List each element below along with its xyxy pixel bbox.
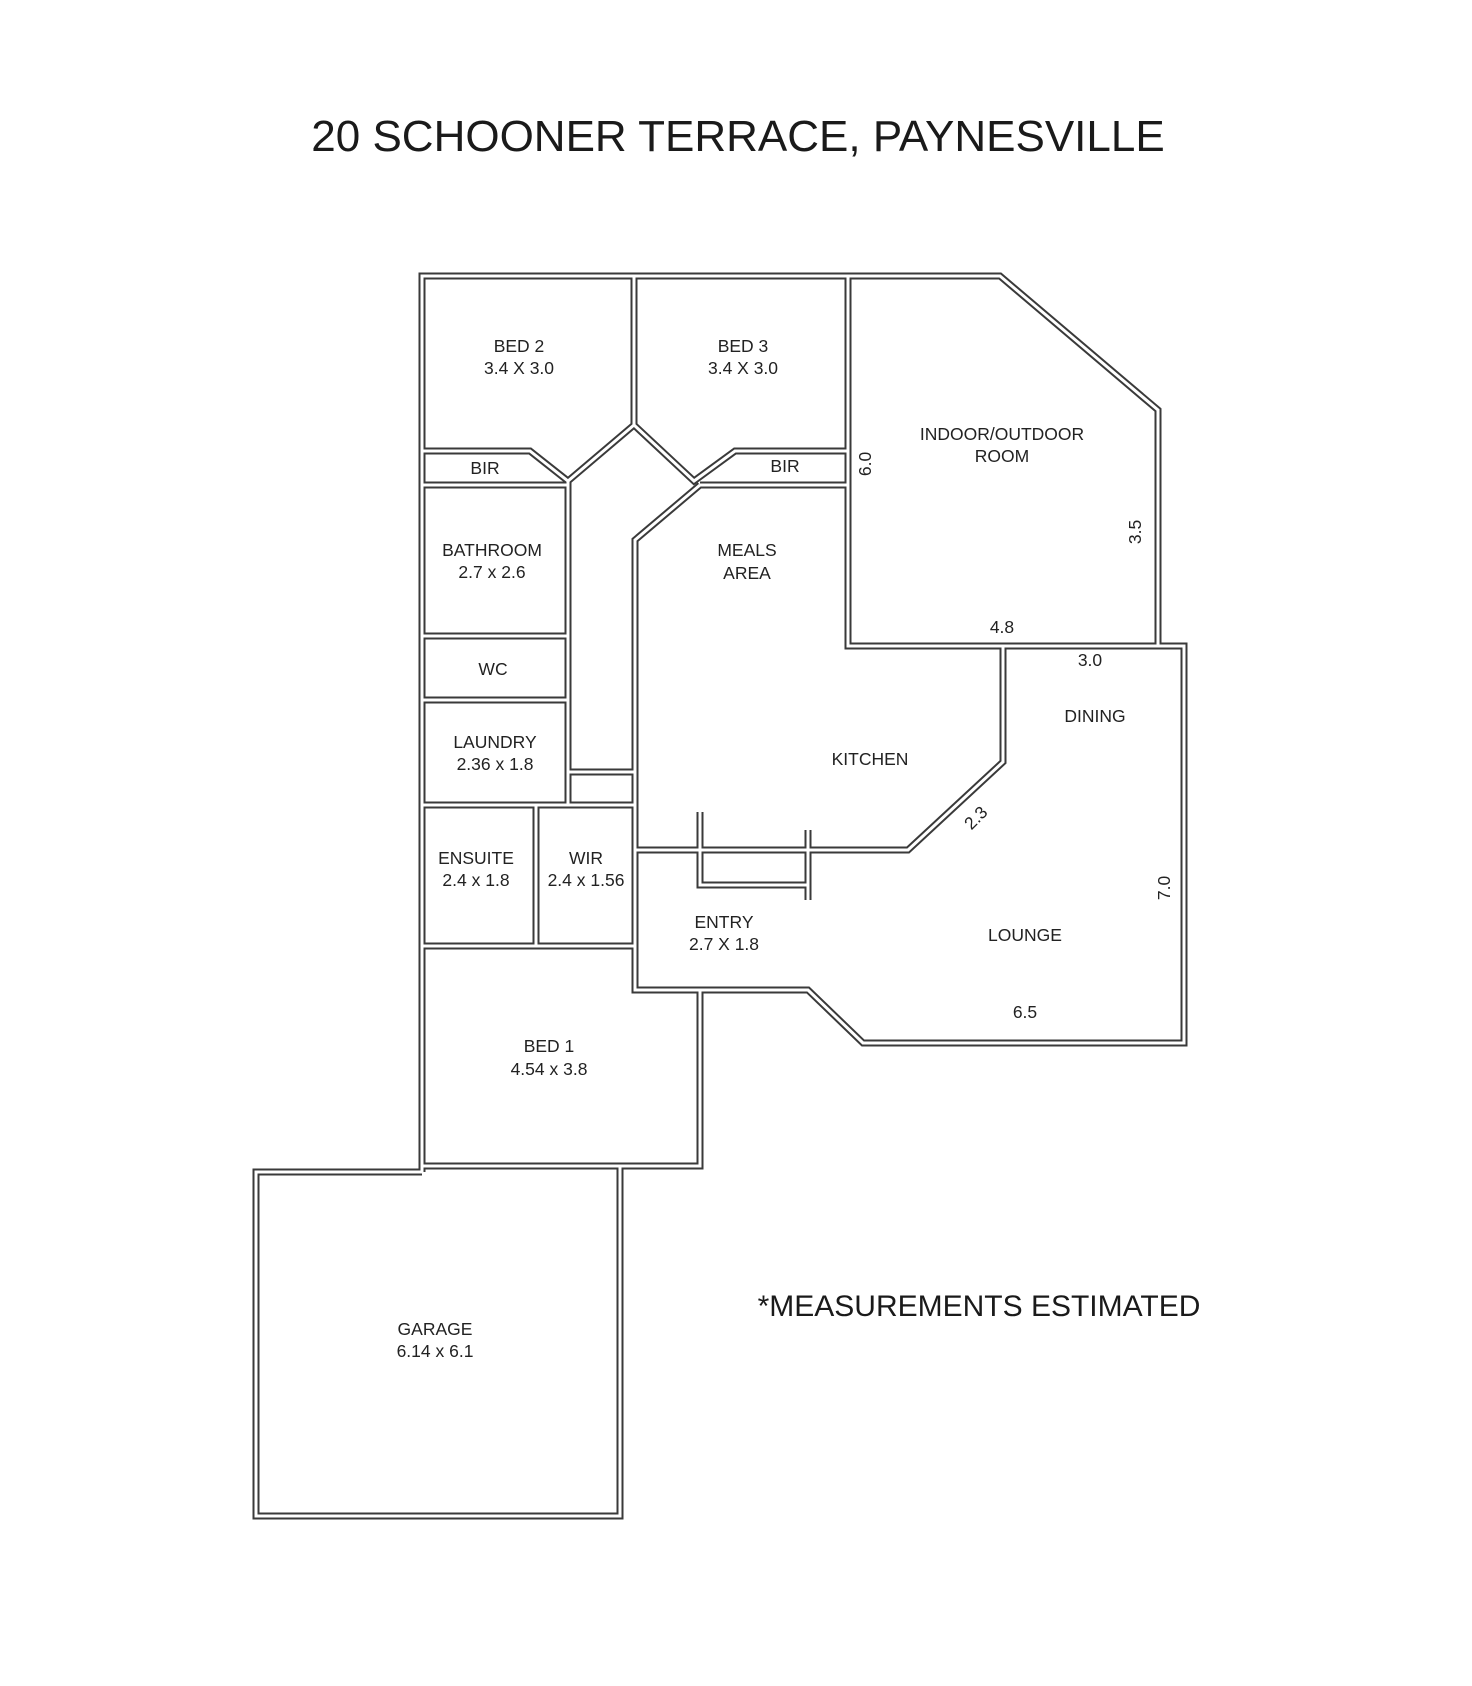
wir-size: 2.4 x 1.56 <box>547 870 625 890</box>
lounge-right-dim: 7.0 <box>1154 875 1174 901</box>
lounge-label: LOUNGE <box>988 925 1062 945</box>
bed3-size: 3.4 X 3.0 <box>707 358 779 378</box>
plan-title: 20 SCHOONER TERRACE, PAYNESVILLE <box>311 112 1165 161</box>
wall-segment-inner <box>422 946 700 1166</box>
indoor-outdoor-label-line1: INDOOR/OUTDOOR <box>919 424 1085 444</box>
wall-segment <box>635 646 1003 850</box>
kitchen-diag-dim: 2.3 <box>960 802 992 834</box>
ensuite-size: 2.4 x 1.8 <box>442 870 510 890</box>
indoor-right-dim: 3.5 <box>1125 519 1145 545</box>
lounge-bottom-dim: 6.5 <box>1012 1002 1038 1022</box>
wall-segment-inner <box>635 646 1003 850</box>
bed3-label: BED 3 <box>717 336 769 356</box>
wir-label: WIR <box>568 848 604 868</box>
kitchen-label: KITCHEN <box>831 749 909 769</box>
laundry-size: 2.36 x 1.8 <box>456 754 534 774</box>
entry-label: ENTRY <box>694 912 754 932</box>
measurements-note: *MEASUREMENTS ESTIMATED <box>757 1290 1201 1323</box>
indoor-left-dim: 6.0 <box>855 451 875 477</box>
bed2-size: 3.4 X 3.0 <box>483 358 555 378</box>
ensuite-label: ENSUITE <box>438 848 514 868</box>
entry-size: 2.7 X 1.8 <box>688 934 760 954</box>
bed1-size: 4.54 x 3.8 <box>510 1059 588 1079</box>
indoor-outdoor-label-line2: ROOM <box>974 446 1030 466</box>
dining-label: DINING <box>1064 706 1126 726</box>
bathroom-label: BATHROOM <box>442 540 542 560</box>
dining-top-dim: 3.0 <box>1077 650 1103 670</box>
walls <box>256 276 1184 1516</box>
indoor-bottom-dim: 4.8 <box>989 617 1015 637</box>
bed1-label: BED 1 <box>523 1036 575 1056</box>
bir-right-label: BIR <box>770 456 800 476</box>
wc-label: WC <box>478 659 508 679</box>
bathroom-size: 2.7 x 2.6 <box>458 562 526 582</box>
garage-size: 6.14 x 6.1 <box>396 1341 474 1361</box>
meals-label-line2: AREA <box>723 563 771 583</box>
garage-label: GARAGE <box>397 1319 473 1339</box>
wall-segment <box>422 946 700 1166</box>
bir-left-label: BIR <box>470 458 500 478</box>
meals-label-line1: MEALS <box>717 540 777 560</box>
laundry-label: LAUNDRY <box>453 732 537 752</box>
bed2-label: BED 2 <box>493 336 545 356</box>
